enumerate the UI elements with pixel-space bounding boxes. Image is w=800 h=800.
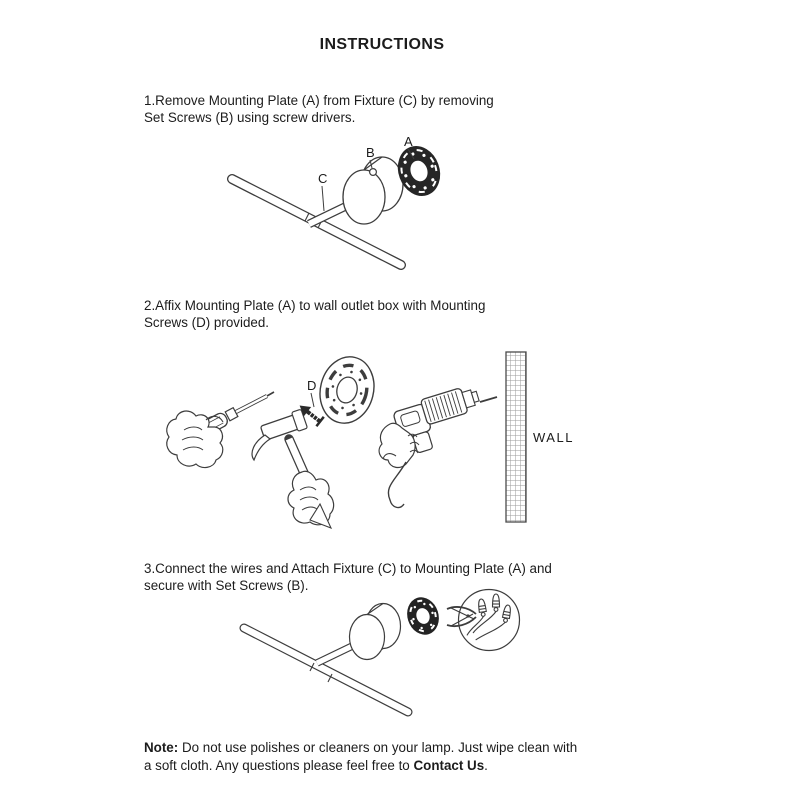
label-d: D (307, 378, 317, 393)
note-line-2: a soft cloth. Any questions please feel free to Contact Us. (144, 757, 488, 773)
fixture-canopy (350, 604, 401, 660)
note-label: Note: (144, 740, 179, 755)
label-c: C (318, 171, 328, 186)
page-title: INSTRUCTIONS (319, 36, 445, 53)
wiring-detail-bubble (447, 590, 520, 651)
figure-step-3-attachment (235, 588, 547, 720)
label-wall: WALL (533, 430, 574, 445)
step-3-line-1: 3.Connect the wires and Attach Fixture (C) to Mounting Plate (A) and (144, 561, 552, 576)
label-b: B (366, 145, 375, 160)
label-a: A (404, 134, 413, 149)
contact-us-link[interactable]: Contact Us (413, 757, 485, 773)
fixture-canopy (343, 157, 403, 224)
care-note (144, 739, 577, 774)
step-1-line-1: 1.Remove Mounting Plate (A) from Fixture (C) by removing (144, 93, 494, 108)
hand-with-screwdriver (167, 392, 274, 467)
step-2-text (144, 297, 485, 331)
note-line-1: Note: Do not use polishes or cleaners on your lamp. Just wipe clean with (144, 740, 578, 755)
figure-step-1-fixture (223, 126, 473, 274)
set-screw-hole (370, 169, 377, 176)
wall-section (506, 352, 526, 522)
mounting-plate (402, 593, 443, 639)
step-3-line-2: secure with Set Screws (B). (144, 578, 309, 593)
hand-with-hammer (252, 409, 334, 528)
hand-with-drill (379, 384, 497, 508)
step-1-line-2: Set Screws (B) using screw drivers. (144, 110, 356, 125)
step-1-text (144, 92, 494, 126)
step-2-line-1: 2.Affix Mounting Plate (A) to wall outlet box with Mounting (144, 298, 486, 313)
step-2-line-2: Screws (D) provided. (144, 315, 270, 330)
figure-step-2-installation (150, 340, 580, 540)
